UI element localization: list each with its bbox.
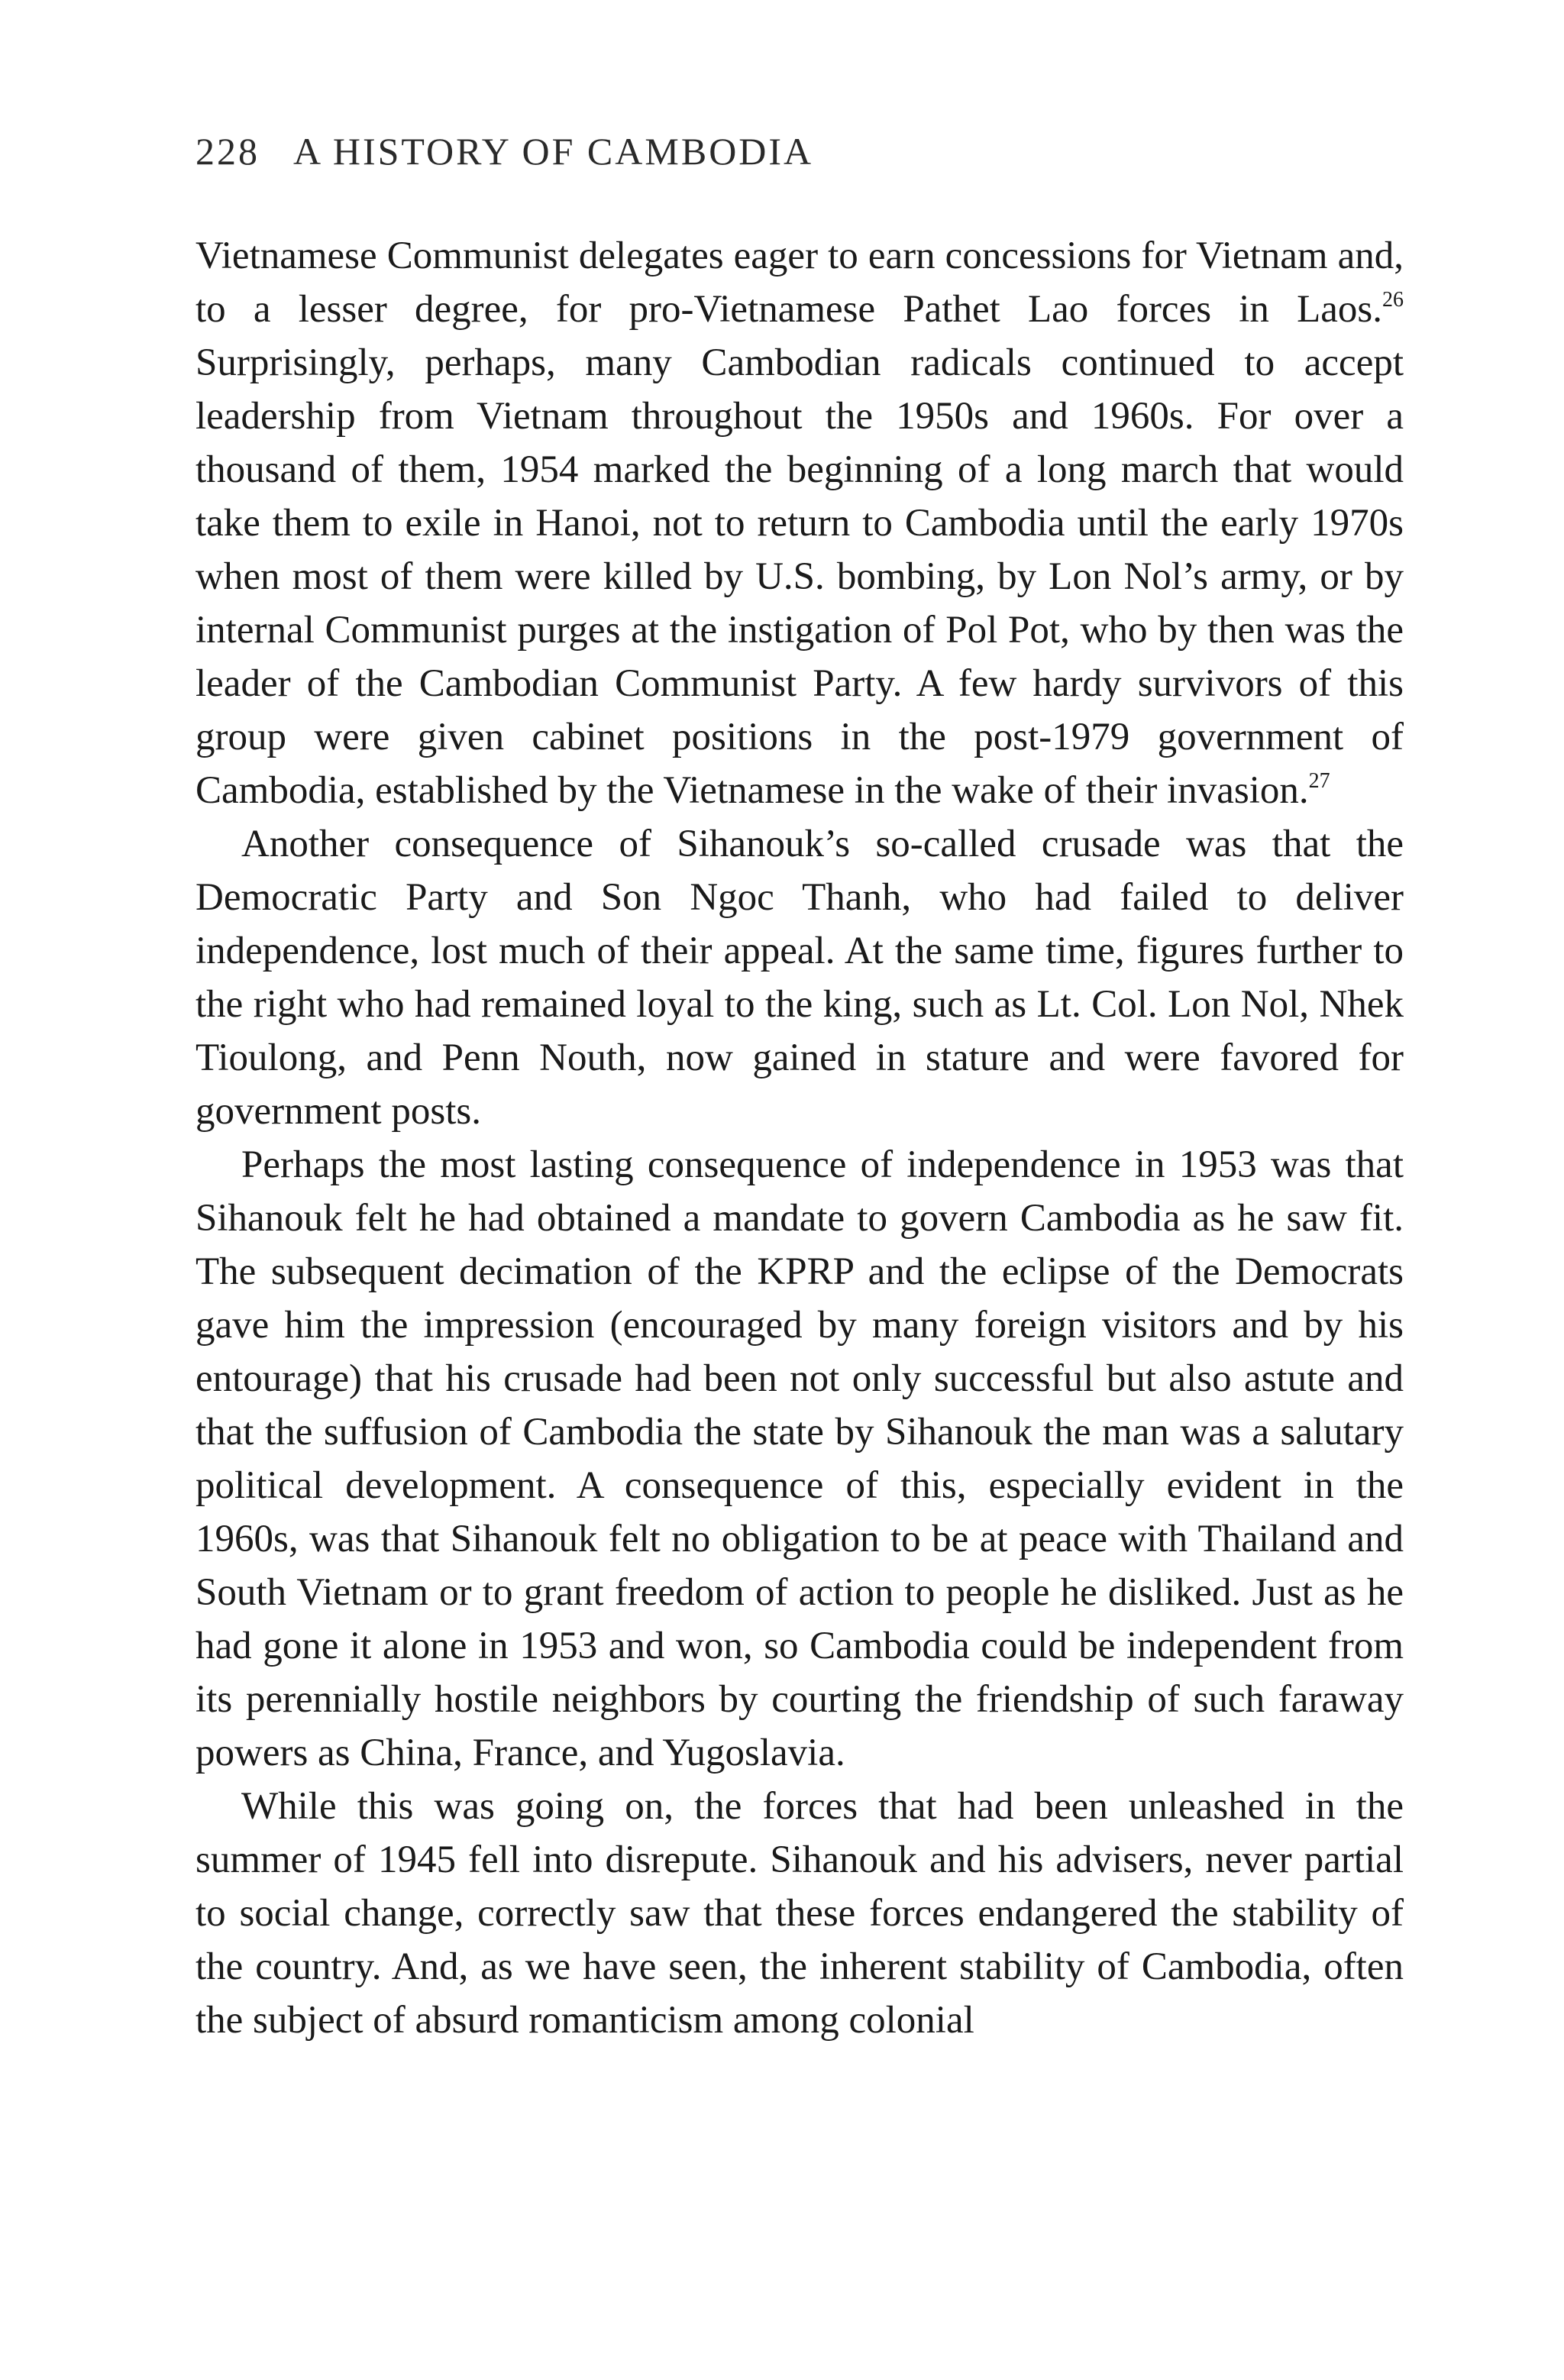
paragraph-3: Perhaps the most lasting consequence of independence in 1953 was that Sihanouk felt he had obtained a mandate to govern Cambodia as he saw fit. The subsequent decimation of the KPRP and the eclipse of the Democrats gave him the impression (encouraged by many foreign visitors and by his entourage) that his crusade had been not only successful but also astute and that the suffusion of Cambodia the state by Sihanouk the man was a salutary political development. A consequence of this, especially evident in the 1960s, was that Sihanouk felt no obligation to be at peace with Thailand and South Vietnam or to grant freedom of action to people he disliked. Just as he had gone it alone in 1953 and won, so Cambodia could be independent from its perennially hostile neighbors by courting the friendship of such faraway powers as China, France, and Yugoslavia.	[196, 1143, 1404, 1774]
paragraph-1	[196, 229, 1404, 817]
footnote-ref-27[interactable]: 27	[1308, 769, 1330, 793]
paragraph-2: Another consequence of Sihanouk’s so-called crusade was that the Democratic Party and Son Ngoc Thanh, who had failed to deliver independence, lost much of their appeal. At the same time, figures further to the right who had remained loyal to the king, such as Lt. Col. Lon Nol, Nhek Tioulong, and Penn Nouth, now gained in stature and were favored for government posts.	[196, 823, 1404, 1133]
paragraph-1-part-a: Vietnamese Communist delegates eager to earn concessions for Vietnam and, to a lesser degree, for pro-Vietnamese Pathet Lao forces in Laos.	[196, 234, 1404, 331]
paragraph-4: While this was going on, the forces that had been unleashed in the summer of 1945 fell into disrepute. Sihanouk and his advisers, never partial to social change, correctly saw that these forces endangered the stability of the country. And, as we have seen, the inherent stability of Cambodia, often the subject of absurd romanticism among colonial	[196, 1785, 1404, 2042]
page-number: 228	[196, 130, 260, 173]
running-title: A HISTORY OF CAMBODIA	[293, 130, 814, 173]
footnote-ref-26[interactable]: 26	[1382, 288, 1404, 312]
body-text	[196, 229, 1404, 2047]
paragraph-1-part-b: Surprisingly, perhaps, many Cambodian radicals continued to accept leadership from Vietnam throughout the 1950s and 1960s. For over a thousand of them, 1954 marked the beginning of a long march that would take them to exile in Hanoi, not to return to Cambodia until the early 1970s when most of them were killed by U.S. bombing, by Lon Nol’s army, or by internal Communist purges at the instigation of Pol Pot, who by then was the leader of the Cambodian Communist Party. A few hardy survivors of this group were given cabinet positions in the post-1979 government of Cambodia, established by the Vietnamese in the wake of their invasion.	[196, 341, 1404, 812]
running-header	[196, 128, 813, 174]
